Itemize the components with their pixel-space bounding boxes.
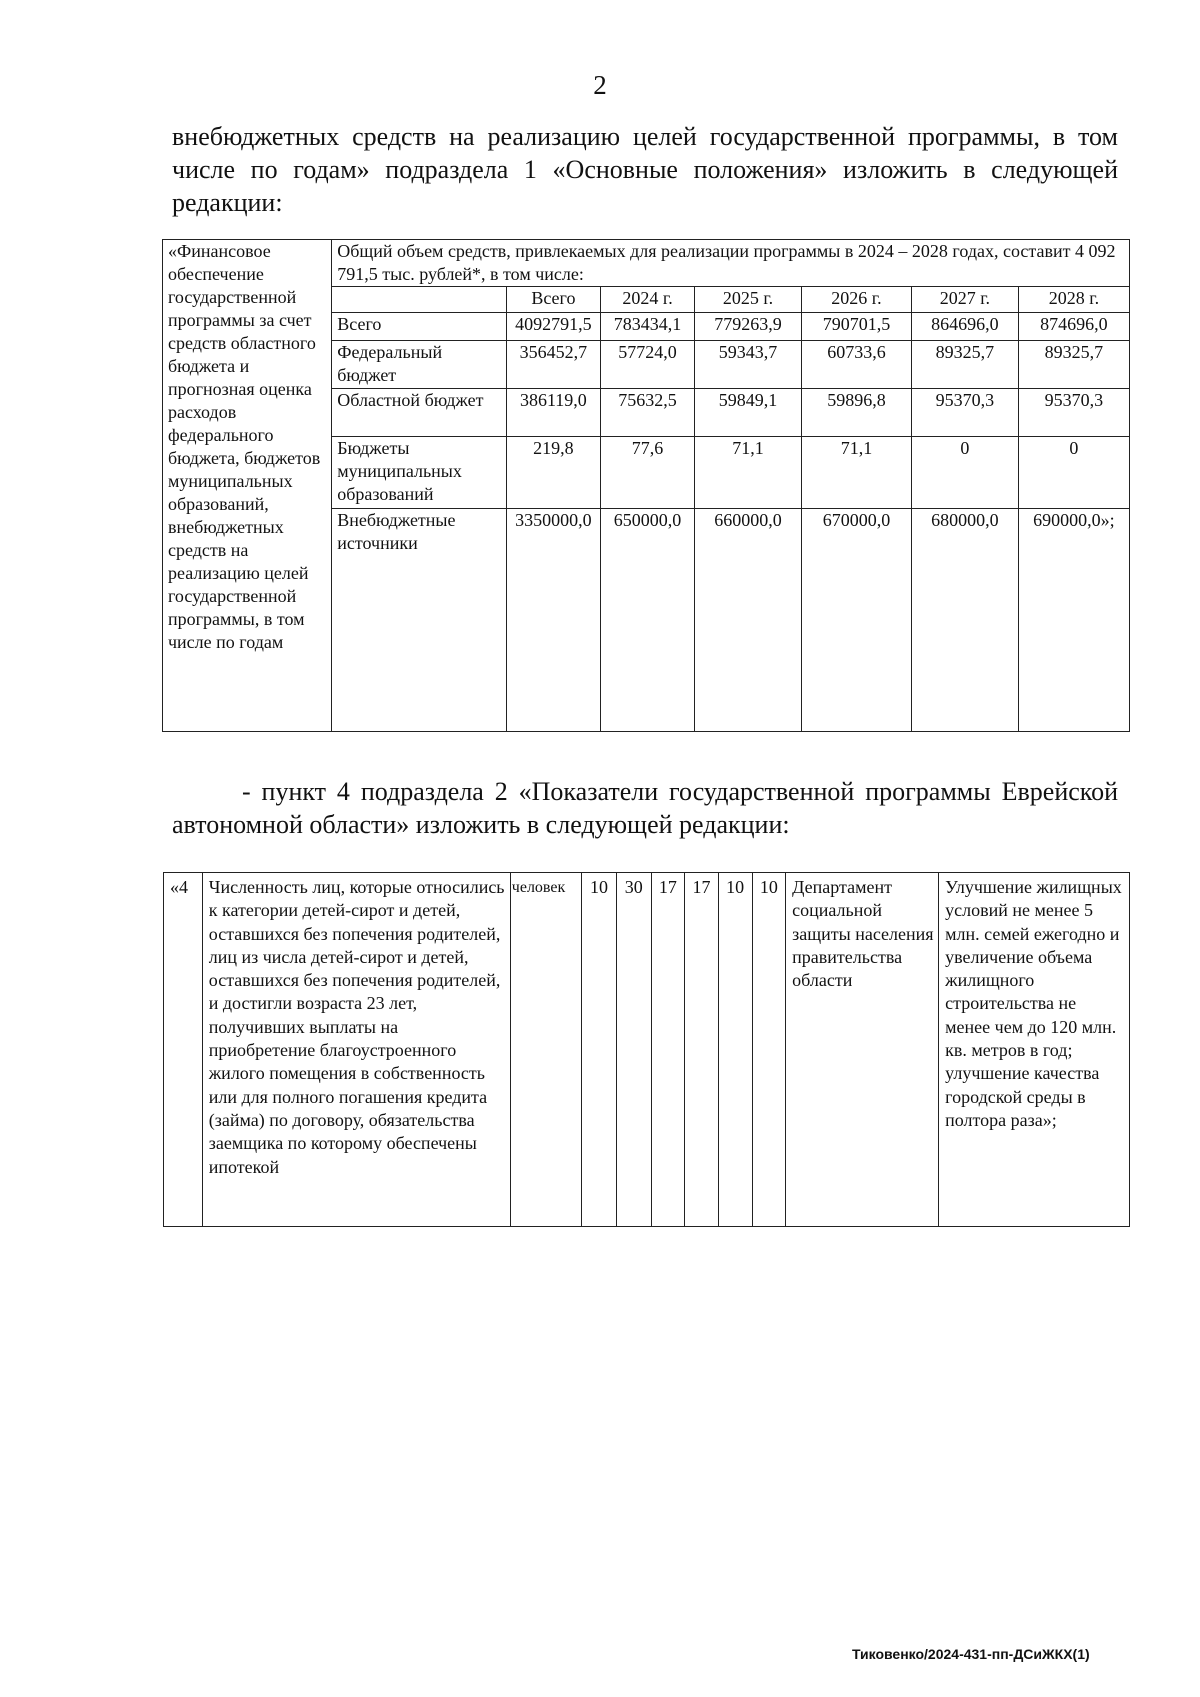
responsible-department: Департамент социальной защиты населения правительства области (786, 873, 939, 1227)
point-paragraph (172, 775, 1118, 841)
cell: 75632,5 (600, 389, 694, 437)
column-header: 2027 г. (911, 287, 1018, 313)
cell: 690000,0»; (1018, 509, 1129, 732)
row-label: Федеральный бюджет (332, 341, 507, 389)
indicator-value: 17 (651, 873, 685, 1227)
cell: 77,6 (600, 437, 694, 509)
document-footer: Тиковенко/2024-431-пп-ДСиЖКХ(1) (852, 1646, 1090, 1662)
indicator-value: 10 (718, 873, 752, 1227)
column-header (332, 287, 507, 313)
cell: 3350000,0 (506, 509, 600, 732)
cell: 864696,0 (911, 313, 1018, 341)
row-label: Внебюджетные источники (332, 509, 507, 732)
indicator-number: «4 (164, 873, 203, 1227)
cell: 57724,0 (600, 341, 694, 389)
cell: 650000,0 (600, 509, 694, 732)
point-text: - пункт 4 подраздела 2 «Показатели государственной программы Еврейской автономной области» изложить в следующей редакции: (172, 777, 1118, 839)
column-header: Всего (506, 287, 600, 313)
cell: 95370,3 (1018, 389, 1129, 437)
cell: 59343,7 (695, 341, 802, 389)
cell: 71,1 (801, 437, 911, 509)
row-label: Всего (332, 313, 507, 341)
indicator-value: 30 (616, 873, 651, 1227)
row-label: Областной бюджет (332, 389, 507, 437)
cell: 670000,0 (801, 509, 911, 732)
indicator-value: 17 (685, 873, 719, 1227)
cell: 89325,7 (1018, 341, 1129, 389)
cell: 356452,7 (506, 341, 600, 389)
table-row (164, 873, 1130, 1227)
cell: 89325,7 (911, 341, 1018, 389)
cell: 783434,1 (600, 313, 694, 341)
cell: 71,1 (695, 437, 802, 509)
indicator-value: 10 (752, 873, 786, 1227)
column-header: 2028 г. (1018, 287, 1129, 313)
cell: 60733,6 (801, 341, 911, 389)
finance-summary: Общий объем средств, привлекаемых для реализации программы в 2024 – 2028 годах, составит 4 092 791,5 тыс. рублей*, в том числе: (332, 240, 1130, 287)
cell: 219,8 (506, 437, 600, 509)
indicator-unit: человек (510, 873, 581, 1227)
column-header: 2026 г. (801, 287, 911, 313)
cell: 59896,8 (801, 389, 911, 437)
column-header: 2024 г. (600, 287, 694, 313)
cell: 660000,0 (695, 509, 802, 732)
cell: 4092791,5 (506, 313, 600, 341)
cell: 779263,9 (695, 313, 802, 341)
cell: 0 (911, 437, 1018, 509)
finance-table (162, 239, 1130, 732)
cell: 386119,0 (506, 389, 600, 437)
cell: 59849,1 (695, 389, 802, 437)
row-label: Бюджеты муниципальных образований (332, 437, 507, 509)
indicator-table (163, 872, 1130, 1227)
cell: 680000,0 (911, 509, 1018, 732)
finance-label: «Финансовое обеспечение государственной программы за счет средств областного бюджета и прогнозная оценка расходов федерального бюджета, бюджетов муниципальных образований, внебюджетных средств на реализацию целей государственной программы, в том числе по годам (163, 240, 332, 732)
cell: 0 (1018, 437, 1129, 509)
cell: 874696,0 (1018, 313, 1129, 341)
cell: 95370,3 (911, 389, 1018, 437)
intro-paragraph: внебюджетных средств на реализацию целей государственной программы, в том числе по годам» подраздела 1 «Основные положения» изложить в следующей редакции: (172, 122, 1118, 217)
indicator-name: Численность лиц, которые относились к категории детей-сирот и детей, оставшихся без попечения родителей, лиц из числа детей-сирот и детей, оставшихся без попечения родителей, и достигли возраста 23 лет, получивших выплаты на приобретение благоустроенного жилого помещения в собственность или для полного погашения кредита (займа) по договору, обязательства заемщика по которому обеспечены ипотекой (202, 873, 510, 1227)
cell: 790701,5 (801, 313, 911, 341)
column-header: 2025 г. (695, 287, 802, 313)
national-goal: Улучшение жилищных условий не менее 5 млн. семей ежегодно и увеличение объема жилищного строительства не менее чем до 120 млн. кв. метров в год; улучшение качества городской среды в полтора раза»; (939, 873, 1130, 1227)
page-number: 2 (593, 70, 607, 100)
indicator-value: 10 (582, 873, 617, 1227)
